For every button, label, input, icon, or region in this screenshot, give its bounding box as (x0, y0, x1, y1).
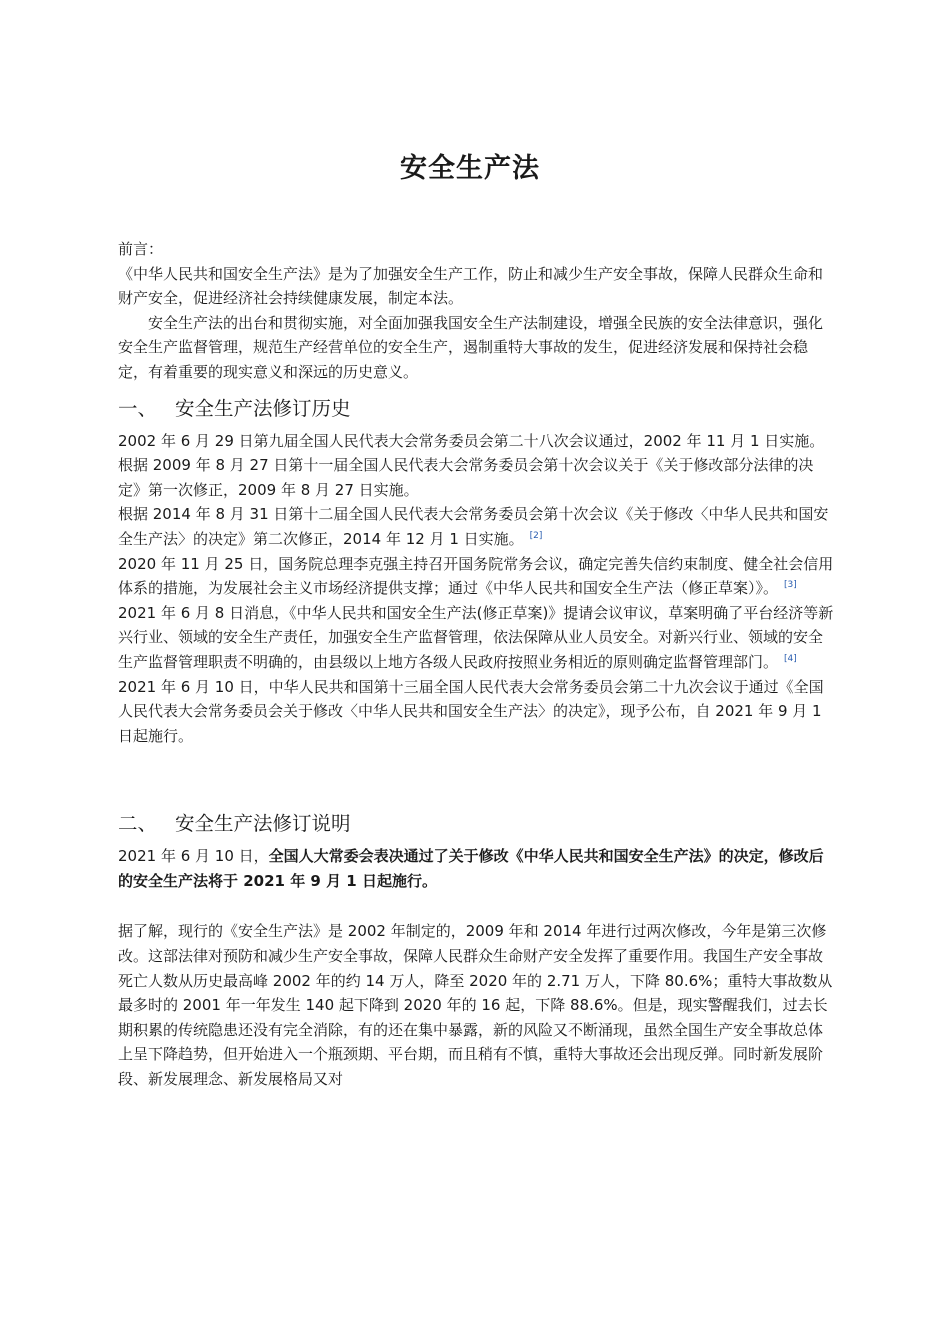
history-item-text: 2002 年 6 月 29 日第九届全国人民代表大会常务委员会第二十八次会议通过，2002 年 11 月 1 日实施。 (118, 431, 825, 450)
section-2-title: 安全生产法修订说明 (175, 812, 351, 836)
spacer (118, 748, 834, 800)
section-2-number: 二、 (118, 812, 158, 836)
history-item-text: 2021 年 6 月 10 日，中华人民共和国第十三届全国人民代表大会常务委员会第二十九次会议于通过《全国人民代表大会常务委员会关于修改〈中华人民共和国安全生产法〉的决定》，现予公布，自 2021 年 9 月 1 日起施行。 (118, 677, 824, 745)
preface-paragraph-2: 安全生产法的出台和贯彻实施，对全面加强我国安全生产法制建设，增强全民族的安全法律意识，强化安全生产监督管理，规范生产经营单位的安全生产，遏制重特大事故的发生，促进经济发展和保持社会稳定，有着重要的现实意义和深远的历史意义。 (118, 313, 824, 381)
spacer (118, 893, 834, 919)
document-title: 安全生产法 (400, 153, 540, 184)
history-item (118, 601, 834, 675)
section-2-lead-bold: 全国人大常委会表决通过了关于修改《中华人民共和国安全生产法》的决定，修改后的安全生产法将于 2021 年 9 月 1 日起施行。 (118, 847, 824, 890)
section-2-heading (118, 810, 834, 838)
preface-paragraph-1: 《中华人民共和国安全生产法》是为了加强安全生产工作，防止和减少生产安全事故，保障人民群众生命和财产安全，促进经济社会持续健康发展，制定本法。 (118, 264, 824, 308)
footnote-ref-3[interactable]: [3] (784, 580, 797, 591)
history-item-text: 2020 年 11 月 25 日，国务院总理李克强主持召开国务院常务会议，确定完善失信约束制度、健全社会信用体系的措施，为发展社会主义市场经济提供支撑；通过《中华人民共和国安全生产法（修正草案）》。 (118, 554, 834, 598)
footnote-ref-2[interactable]: [2] (529, 530, 543, 541)
footnote-ref-4[interactable]: [4] (784, 653, 797, 664)
history-item (118, 453, 834, 502)
document-body (118, 237, 834, 1092)
section-1-title: 安全生产法修订历史 (175, 396, 351, 420)
history-item (118, 552, 834, 601)
history-item-text: 2021 年 6 月 8 日消息，《中华人民共和国安全生产法(修正草案)》提请会议审议，草案明确了平台经济等新兴行业、领域的安全生产责任，加强安全生产监督管理，依法保障从业人员安全。对新兴行业、领域的安全生产监督管理职责不明确的，由县级以上地方各级人民政府按照业务相近的原则确定监督管理部门。 (118, 603, 834, 671)
history-item-text: 根据 2009 年 8 月 27 日第十一届全国人民代表大会常务委员会第十次会议关于《关于修改部分法律的决定》第一次修正，2009 年 8 月 27 日实施。 (118, 456, 814, 499)
section-2-body: 据了解，现行的《安全生产法》是 2002 年制定的，2009 年和 2014 年进行过两次修改，今年是第三次修改。这部法律对预防和减少生产安全事故，保障人民群众生命财产安全发挥了重要作用。我国生产安全事故死亡人数从历史最高峰 2002 年的约 14 万人，降至 2020 年的 2.71 万人，下降 80.6%；重特大事故数从最多时的 2001 年一年发生 140 起下降到 2020 年的 16 起，下降 88.6%。但是，现实警醒我们，过去长期积累的传统隐患还没有完全消除，有的还在集中暴露，新的风险又不断涌现，虽然全国生产安全事故总体上呈下降趋势，但开始进入一个瓶颈期、平台期，而且稍有不慎，重特大事故还会出现反弹。同时新发展阶段、新发展理念、新发展格局又对 (118, 922, 833, 1089)
section-2-lead (118, 844, 834, 893)
preface-label: 前言： (118, 240, 164, 258)
history-item-text: 根据 2014 年 8 月 31 日第十二届全国人民代表大会常务委员会第十次会议《关于修改〈中华人民共和国安全生产法〉的决定》第二次修正，2014 年 12 月 1 日实施。 (118, 505, 829, 548)
section-1-number: 一、 (118, 396, 158, 420)
history-item (118, 502, 834, 551)
history-item (118, 429, 834, 454)
history-item (118, 675, 834, 749)
section-2-lead-date: 2021 年 6 月 10 日， (118, 847, 269, 866)
section-1-heading (118, 395, 834, 423)
